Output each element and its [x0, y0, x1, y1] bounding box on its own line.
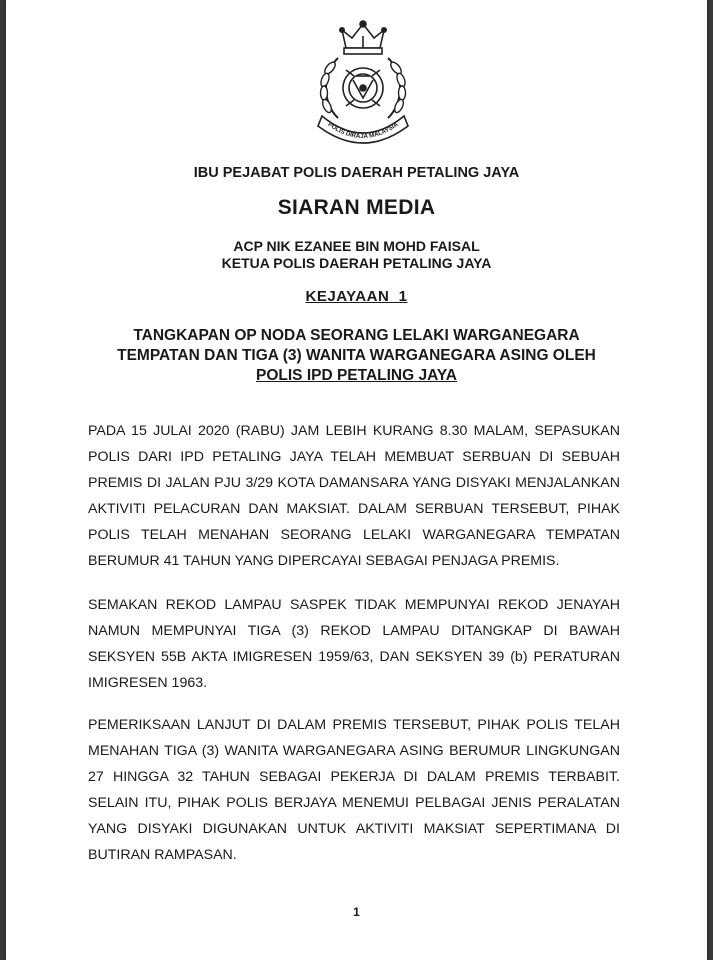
body-paragraph: SEMAKAN REKOD LAMPAU SASPEK TIDAK MEMPUNYAI REKOD JENAYAH NAMUN MEMPUNYAI TIGA (3) REKOD LAMPAU DITANGKAP DI BAWAH SEKSYEN 55B AKTA IMIGRESEN 1959/63, DAN SEKSYEN 39 (b) PERATURAN IMIGRESEN 1963. — [88, 597, 620, 691]
body-paragraph: PADA 15 JULAI 2020 (RABU) JAM LEBIH KURANG 8.30 MALAM, SEPASUKAN POLIS DARI IPD PETALING JAYA TELAH MEMBUAT SERBUAN DI SEBUAH PREMIS DI JALAN PJU 3/29 KOTA DAMANSARA YANG DISYAKI MENJALANKAN AKTIVITI PELACURAN DAN MAKSIAT. DALAM SERBUAN TERSEBUT, PIHAK POLIS TELAH MENAHAN SEORANG LELAKI WARGANEGARA TEMPATAN BERUMUR 41 TAHUN YANG DIPERCAYAI SEBAGAI PENJAGA PREMIS. — [88, 423, 620, 569]
headline — [0, 326, 713, 386]
page-number: 1 — [353, 905, 360, 919]
officer-block — [0, 238, 713, 272]
emblem-icon — [343, 68, 383, 108]
svg-text:POLIS DIRAJA MALAYSIA: POLIS DIRAJA MALAYSIA — [326, 121, 400, 141]
headline-line-2: TEMPATAN DAN TIGA (3) WANITA WARGANEGARA ASING OLEH — [117, 347, 596, 364]
office-name: IBU PEJABAT POLIS DAERAH PETALING JAYA — [193, 165, 520, 181]
banner-icon — [318, 116, 408, 143]
crown-icon — [340, 21, 386, 54]
police-crest-icon — [308, 18, 418, 146]
document-title: SIARAN MEDIA — [277, 196, 436, 219]
body-paragraph: PEMERIKSAAN LANJUT DI DALAM PREMIS TERSEBUT, PIHAK POLIS TELAH MENAHAN TIGA (3) WANITA WARGANEGARA ASING BERUMUR LINGKUNGAN 27 HINGGA 32 TAHUN SEBAGAI PEKERJA DI DALAM PREMIS TERBABIT. SELAIN ITU, PIHAK POLIS BERJAYA MENEMUI PELBAGAI JENIS PERALATAN YANG DISYAKI DIGUNAKAN UNTUK AKTIVITI MAKSIAT SEPERTIMANA DI BUTIRAN RAMPASAN. — [88, 717, 620, 863]
case-label: KEJAYAAN 1 — [305, 288, 408, 305]
headline-line-1: TANGKAPAN OP NODA SEORANG LELAKI WARGANEGARA — [133, 327, 580, 344]
officer-position: KETUA POLIS DAERAH PETALING JAYA — [221, 255, 492, 271]
officer-name: ACP NIK EZANEE BIN MOHD FAISAL — [233, 238, 480, 254]
headline-line-3: POLIS IPD PETALING JAYA — [256, 367, 457, 384]
